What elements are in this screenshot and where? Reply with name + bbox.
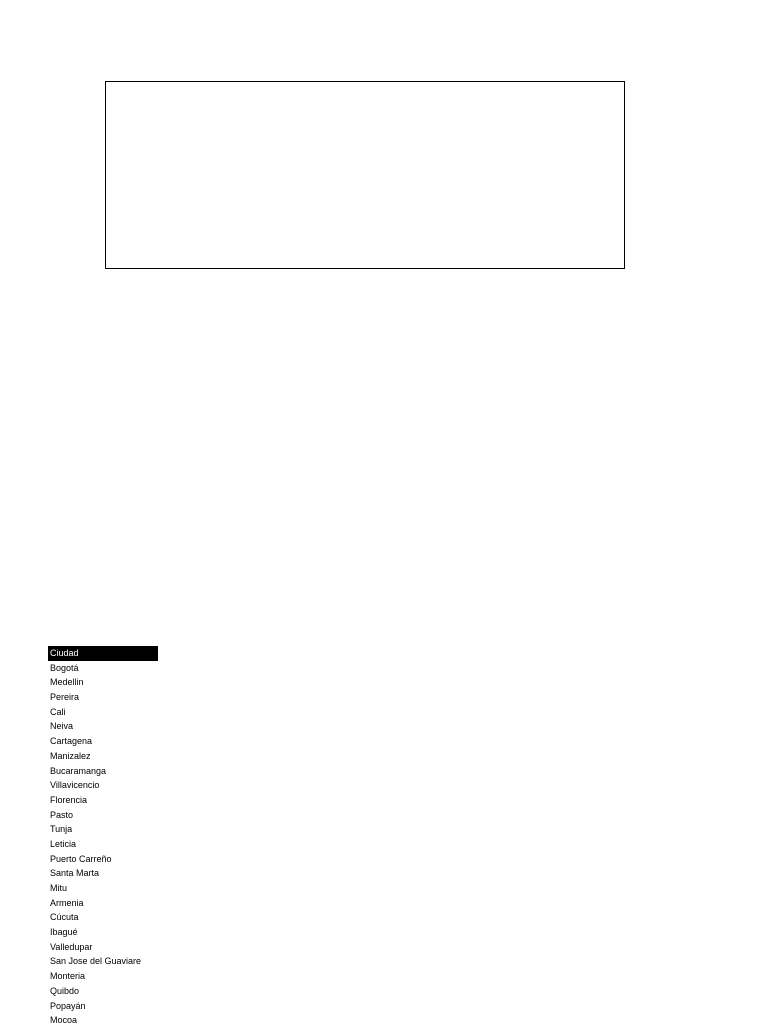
city-row: Mitu — [50, 883, 68, 893]
city-row: San Jose del Guaviare — [50, 956, 142, 967]
city-row: Bucaramanga — [50, 765, 107, 776]
city-row: Pasto — [50, 809, 74, 820]
city-row: Armenia — [50, 897, 84, 908]
city-row: Cali — [50, 706, 66, 717]
city-row: Puerto Carreño — [50, 853, 112, 864]
city-column-header: Ciudad — [48, 646, 158, 661]
city-row: Mocoa — [50, 1015, 78, 1026]
city-row: Neiva — [50, 721, 74, 732]
city-row: Villavicencio — [50, 780, 100, 791]
city-row: Popayán — [50, 1000, 86, 1011]
city-row: Santa Marta — [50, 868, 100, 879]
city-row: Cúcuta — [50, 912, 79, 923]
city-table — [48, 646, 158, 1028]
city-row: Monteria — [50, 971, 86, 982]
city-row: Florencia — [50, 794, 88, 805]
empty-frame-box — [105, 81, 625, 269]
city-row: Pereira — [50, 692, 80, 703]
city-row: Ibagué — [50, 927, 78, 938]
city-list — [48, 661, 158, 1028]
city-row: Tunja — [50, 824, 73, 835]
city-row: Bogotá — [50, 662, 79, 673]
city-row: Leticia — [50, 838, 77, 849]
city-row: Manizalez — [50, 750, 91, 761]
city-row: Cartagena — [50, 736, 93, 747]
city-row: Medellin — [50, 677, 84, 688]
city-row: Valledupar — [50, 941, 93, 952]
city-row: Quibdo — [50, 985, 80, 996]
